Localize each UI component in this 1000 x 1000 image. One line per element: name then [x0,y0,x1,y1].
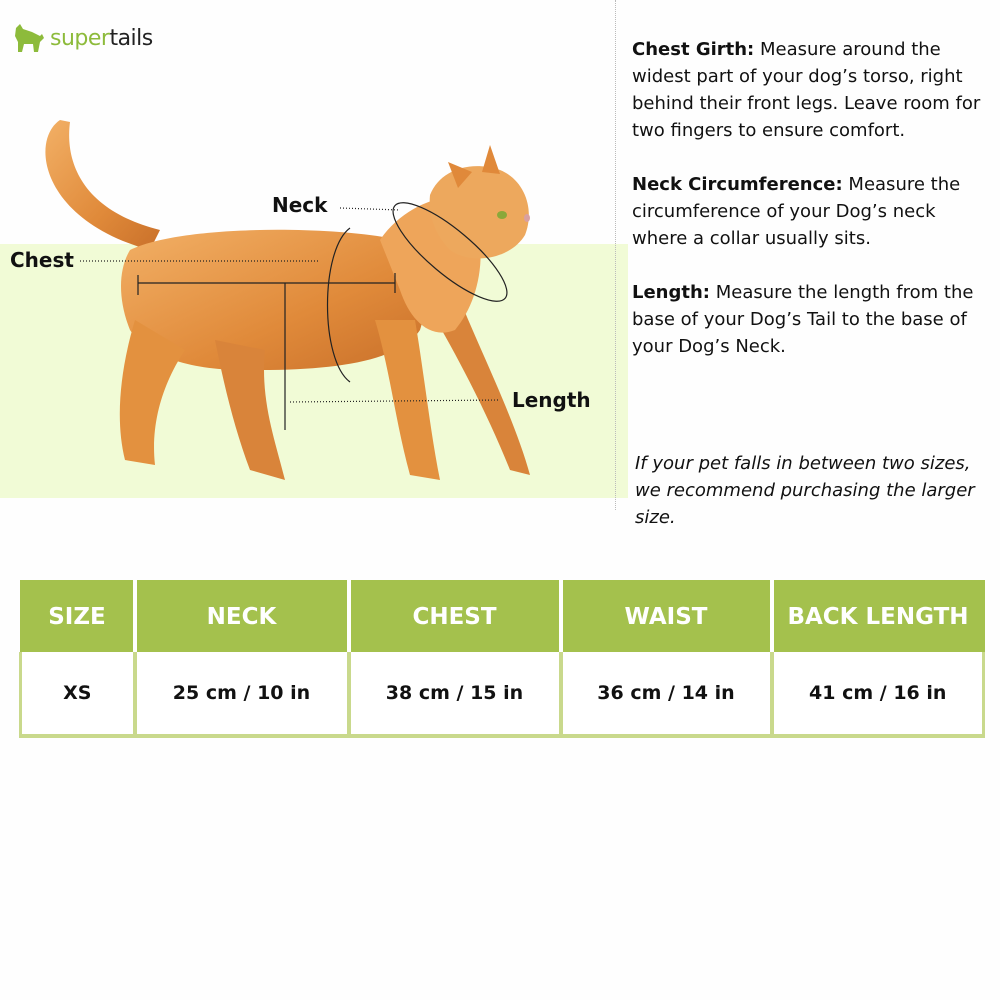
cat-illustration [45,120,530,480]
size-chart-table [19,580,985,738]
chest-label: Chest [10,248,74,272]
length-label: Length [512,388,591,412]
brand-name [50,26,153,51]
brand-logo[interactable] [12,18,172,62]
cell-size: XS [21,652,135,736]
instruction-neck [632,171,992,252]
instruction-text: Measure around the widest part of your dog’s torso, right behind their front legs. Leave room for two fingers to ensure comfort. [632,39,981,141]
sizing-note: If your pet falls in between two sizes, we recommend purchasing the larger size. [635,453,975,528]
cell-back-length: 41 cm / 16 in [772,652,984,736]
dog-logo-icon [12,20,46,60]
neck-label: Neck [272,193,328,217]
instruction-text: Measure the circumference of your Dog’s neck where a collar usually sits. [632,174,961,249]
brand-name-super: super [50,26,110,51]
cat-measurement-diagram [0,100,628,500]
instruction-term: Chest Girth: [632,39,755,60]
instruction-term: Length: [632,282,710,303]
table-header-row [21,581,984,652]
cell-chest: 38 cm / 15 in [349,652,561,736]
cell-neck: 25 cm / 10 in [135,652,349,736]
header-chest: CHEST [349,581,561,652]
header-neck: NECK [135,581,349,652]
cell-waist: 36 cm / 14 in [561,652,772,736]
instruction-chest [632,36,992,144]
instruction-length [632,279,992,360]
header-back-length: BACK LENGTH [772,581,984,652]
instruction-term: Neck Circumference: [632,174,843,195]
header-size: SIZE [21,581,135,652]
instruction-text: Measure the length from the base of your Dog’s Tail to the base of your Dog’s Neck. [632,282,974,357]
brand-name-tails: tails [109,26,153,51]
measurement-instructions [632,36,992,387]
header-waist: WAIST [561,581,772,652]
table-row [21,652,984,736]
